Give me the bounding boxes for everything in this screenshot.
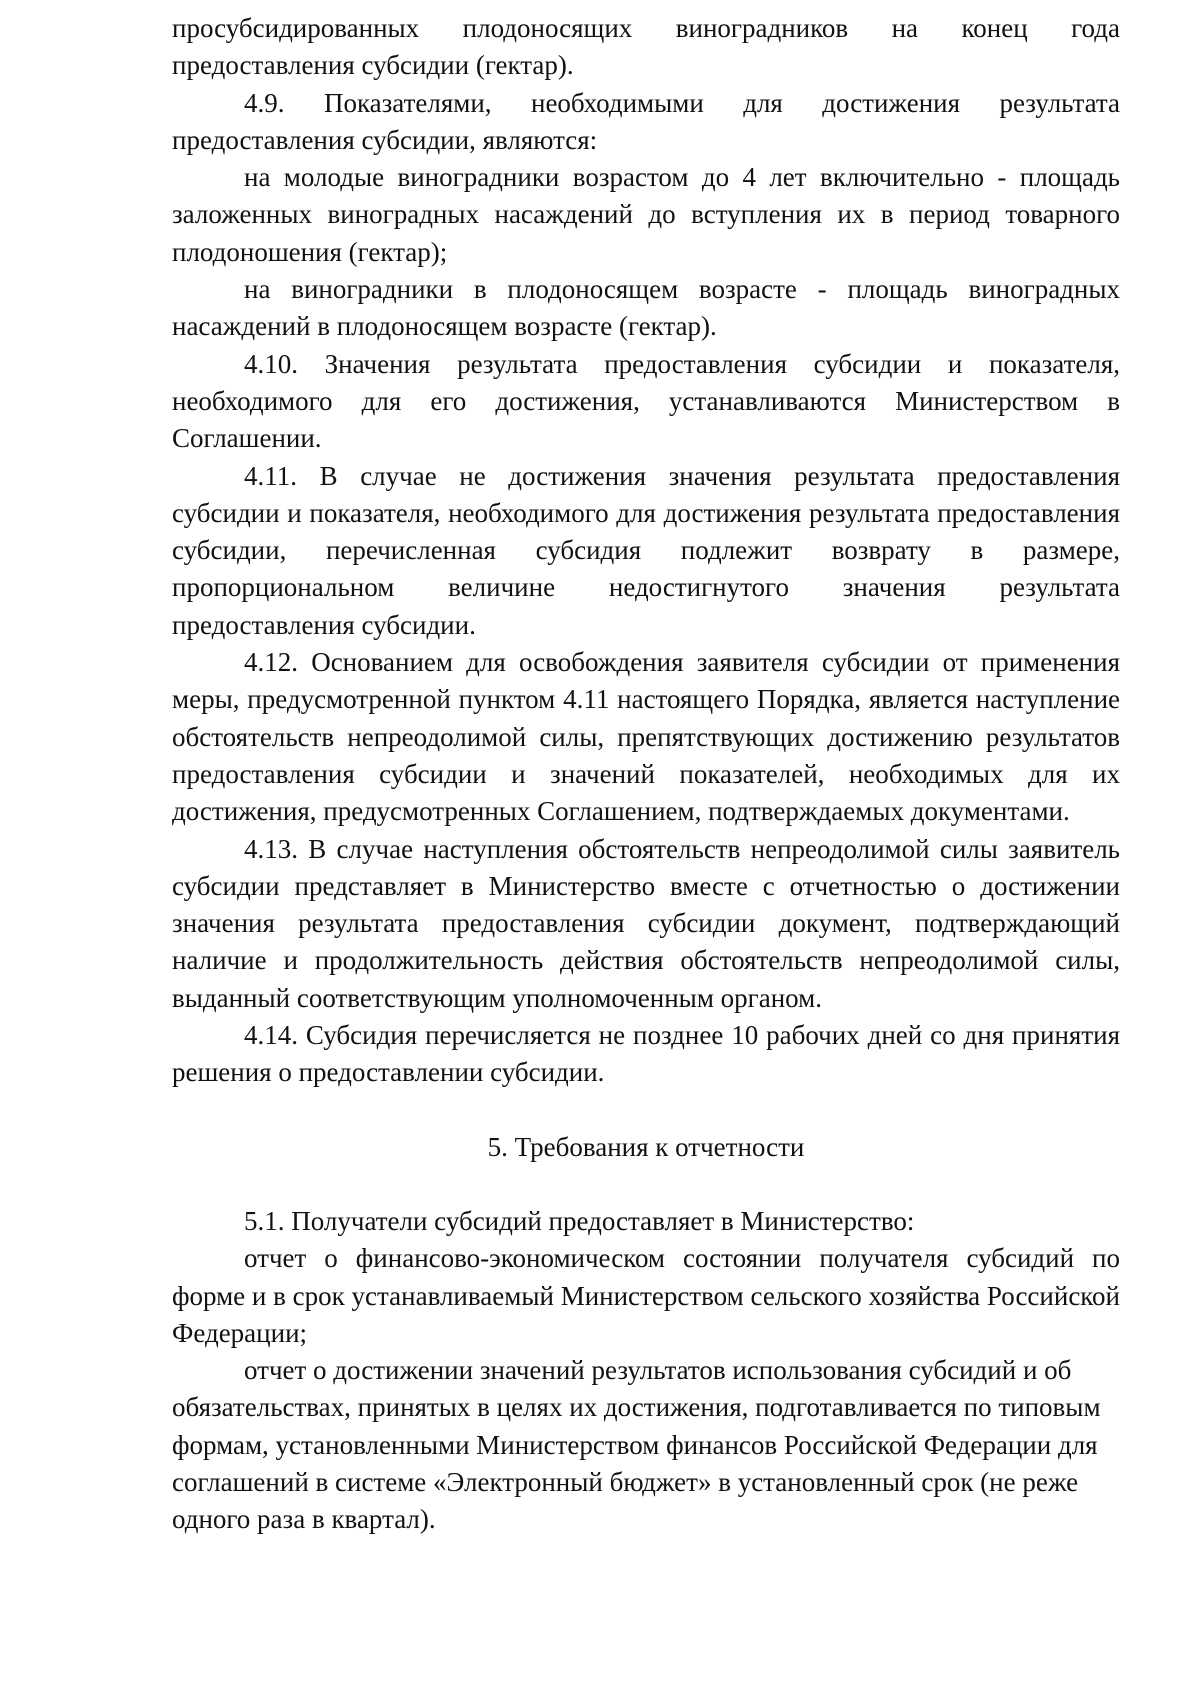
document-page [172,10,1120,1539]
paragraph-4-12: 4.12. Основанием для освобождения заявителя субсидии от применения меры, предусмотренной пунктом 4.11 настоящего Порядка, является наступление обстоятельств непреодолимой силы, препятствующих достижению результатов предоставления субсидии и значений показателей, необходимых для их достижения, предусмотренных Соглашением, подтверждаемых документами. [172,647,1120,827]
paragraph-financial-report: отчет о финансово-экономическом состоянии получателя субсидий по форме и в срок устанавливаемый Министерством сельского хозяйства Российской Федерации; [172,1243,1120,1348]
paragraph-4-9: 4.9. Показателями, необходимыми для достижения результата предоставления субсидии, являются: [172,87,1120,155]
paragraph-4-13: 4.13. В случае наступления обстоятельств непреодолимой силы заявитель субсидии представляет в Министерство вместе с отчетностью о достижении значения результата предоставления субсидии документ, подтверждающий наличие и продолжительность действия обстоятельств непреодолимой силы, выданный соответствующим уполномоченным органом. [172,833,1120,1013]
paragraph-4-14: 4.14. Субсидия перечисляется не позднее 10 рабочих дней со дня принятия решения о предоставлении субсидии. [172,1020,1120,1088]
paragraph-continuation: просубсидированных плодоносящих виноградников на конец года предоставления субсидии (гектар). [172,13,1120,81]
section-heading: 5. Требования к отчетности [487,1131,805,1162]
paragraph-results-report: отчет о достижении значений результатов использования субсидий и об обязательствах, принятых в целях их достижения, подготавливается по типовым формам, установленными Министерством финансов Российской Федерации для соглашений в системе «Электронный бюджет» в установленный срок (не реже одного раза в квартал). [172,1355,1101,1535]
paragraph-fruiting-vineyards: на виноградники в плодоносящем возрасте - площадь виноградных насаждений в плодоносящем возрасте (гектар). [172,274,1120,342]
paragraph-young-vineyards: на молодые виноградники возрастом до 4 лет включительно - площадь заложенных виноградных насаждений до вступления их в период товарного плодоношения (гектар); [172,162,1120,267]
paragraph-5-1: 5.1. Получатели субсидий предоставляет в Министерство: [244,1205,915,1236]
paragraph-4-10: 4.10. Значения результата предоставления субсидии и показателя, необходимого для его достижения, устанавливаются Министерством в Соглашении. [172,348,1120,454]
paragraph-4-11: 4.11. В случае не достижения значения результата предоставления субсидии и показателя, необходимого для достижения результата предоставления субсидии, перечисленная субсидия подлежит возврату в размере, пропорциональном величине недостигнутого значения результата предоставления субсидии. [172,460,1120,640]
